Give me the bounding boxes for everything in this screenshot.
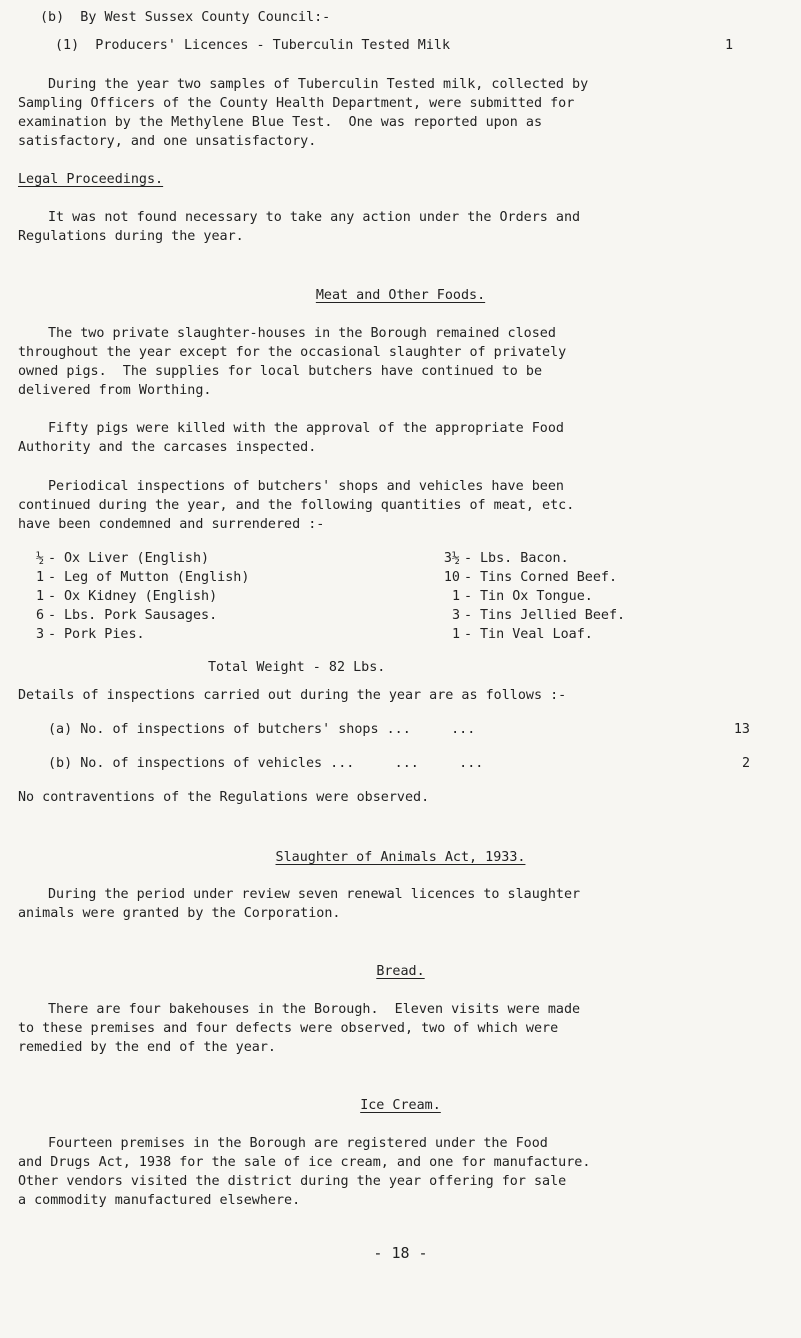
- condemned-item: Tin Ox Tongue.: [480, 589, 593, 604]
- para-slaughterhouses-line: owned pigs. The supplies for local butchers have continued to be: [18, 364, 543, 379]
- document-page: (b) By West Sussex County Council:- (1) Producers' Licences - Tuberculin Tested Milk 1 During the year two samples of Tuberculin Tested milk, collected by Sampling Officers of the County Health Department, were submitted for examination by the Methylene Blue Test. One was reported upon as satisfactory, and one unsatisfactory. Legal Proceedings. It was not found necessary to take any action under the Orders and Regulations during the year. Meat and Other Foods. The two private slaughter-houses in the Borough remained closed throughout the year except for the occasional slaughter of privately owned pigs. The supplies for local butchers have continued to be delivered from Worthing. Fifty pigs were killed with the approval of the appropriate Food Authority and the carcases inspected. Periodical inspections of butchers' shops and vehicles have been continued during the year, and the following quantities of meat, etc. have been condemned and surrendered :- ½ - Ox Liver (English) 1 - Leg of Mutton (English) 1 - Ox Kidney (English) 6 - Lbs. Pork Sausages. 3 - Pork Pies. 3½ - Lbs. Bacon. 10 - Tins Corned Beef. 1 - Tin Ox Tongue. 3 - Tins Jellied Beef. 1 - Tin Veal Loaf. Total Weight - 82 Lbs. Details of inspections carried out during the year are as follows :- (a) No. of inspections of butchers' shops ... ... 13 (b) No. of inspections of vehicles ... ... ... 2 No contraventions of the Regulations were observed. Slaughter of Animals Act, 1933. During the period under review seven renewal licences to slaughter animals were granted by the Corporation. Bread. There are four bakehouses in the Borough. Eleven visits were made to these premises and four defects were observed, two of which were remedied by the end of the year. Ice Cream. Fourteen premises in the Borough are registered under the Food and Drugs Act, 1938 for the sale of ice cream, and one for manufacture. Other vendors visited the district during the year offering for sale a commodity manufactured elsewhere. - 18 -: [0, 0, 801, 1338]
- condemned-item: Lbs. Bacon.: [480, 551, 569, 566]
- para-slaughterhouses-line: delivered from Worthing.: [18, 383, 212, 398]
- no-contraventions: No contraventions of the Regulations were observed.: [18, 790, 430, 805]
- condemned-item: Tins Jellied Beef.: [480, 608, 626, 623]
- inspection-count-value: 2: [741, 756, 750, 771]
- para-slaughter-line: animals were granted by the Corporation.: [18, 906, 341, 921]
- producers-licences-count: 1: [725, 38, 734, 53]
- para-slaughterhouses-line: throughout the year except for the occasional slaughter of privately: [18, 345, 567, 360]
- details-intro: Details of inspections carried out during the year are as follows :-: [18, 688, 567, 703]
- para-legal-line: Regulations during the year.: [18, 229, 244, 244]
- para-tuberculin-line: During the year two samples of Tuberculin Tested milk, collected by: [48, 77, 589, 92]
- condemned-qty: 1: [35, 589, 44, 604]
- condemned-qty: 6: [35, 608, 44, 623]
- para-legal-line: It was not found necessary to take any action under the Orders and: [48, 210, 581, 225]
- condemned-item: Tins Corned Beef.: [480, 570, 618, 585]
- para-inspections-line: have been condemned and surrendered :-: [18, 517, 325, 532]
- condemned-qty: 10: [443, 570, 460, 585]
- condemned-qty: 1: [451, 589, 460, 604]
- meat-other-foods-heading: Meat and Other Foods.: [315, 288, 486, 303]
- inspection-count-label: (b) No. of inspections of vehicles ... ... ...: [48, 756, 484, 771]
- inspection-count-label: (a) No. of inspections of butchers' shops ... ...: [48, 722, 476, 737]
- condemned-item: Pork Pies.: [64, 627, 145, 642]
- section-heading-b: (b) By West Sussex County Council:-: [40, 10, 331, 25]
- para-inspections-line: continued during the year, and the following quantities of meat, etc.: [18, 498, 575, 513]
- inspection-count-value: 13: [733, 722, 750, 737]
- para-ice-cream-line: Other vendors visited the district during the year offering for sale: [18, 1174, 567, 1189]
- condemned-item: Leg of Mutton (English): [64, 570, 250, 585]
- para-slaughter-line: During the period under review seven renewal licences to slaughter: [48, 887, 581, 902]
- condemned-item: Tin Veal Loaf.: [480, 627, 593, 642]
- para-pigs-line: Fifty pigs were killed with the approval of the appropriate Food: [48, 421, 564, 436]
- para-tuberculin-line: examination by the Methylene Blue Test. One was reported upon as: [18, 115, 543, 130]
- para-ice-cream-line: and Drugs Act, 1938 for the sale of ice cream, and one for manufacture.: [18, 1155, 591, 1170]
- para-tuberculin-line: Sampling Officers of the County Health Department, were submitted for: [18, 96, 575, 111]
- para-ice-cream-line: a commodity manufactured elsewhere.: [18, 1193, 301, 1208]
- condemned-qty: 3: [451, 608, 460, 623]
- slaughter-animals-act-heading: Slaughter of Animals Act, 1933.: [275, 850, 526, 865]
- condemned-item: Ox Liver (English): [64, 551, 210, 566]
- total-weight: Total Weight - 82 Lbs.: [208, 660, 386, 675]
- legal-proceedings-heading: Legal Proceedings.: [18, 172, 164, 187]
- bread-heading: Bread.: [376, 964, 425, 979]
- para-ice-cream-line: Fourteen premises in the Borough are registered under the Food: [48, 1136, 548, 1151]
- para-tuberculin-line: satisfactory, and one unsatisfactory.: [18, 134, 317, 149]
- condemned-qty: 3: [35, 627, 44, 642]
- condemned-item: Ox Kidney (English): [64, 589, 218, 604]
- condemned-qty: 1: [451, 627, 460, 642]
- para-bread-line: to these premises and four defects were observed, two of which were: [18, 1021, 559, 1036]
- condemned-item: Lbs. Pork Sausages.: [64, 608, 218, 623]
- condemned-qty: 3½: [443, 551, 460, 566]
- para-bread-line: remedied by the end of the year.: [18, 1040, 276, 1055]
- subsection-heading-producers-licences: (1) Producers' Licences - Tuberculin Tested Milk: [55, 38, 451, 53]
- para-pigs-line: Authority and the carcases inspected.: [18, 440, 317, 455]
- ice-cream-heading: Ice Cream.: [360, 1098, 441, 1113]
- page-number: - 18 -: [373, 1244, 428, 1262]
- condemned-qty: ½: [35, 551, 44, 566]
- para-inspections-line: Periodical inspections of butchers' shops and vehicles have been: [48, 479, 564, 494]
- para-bread-line: There are four bakehouses in the Borough. Eleven visits were made: [48, 1002, 581, 1017]
- condemned-qty: 1: [35, 570, 44, 585]
- para-slaughterhouses-line: The two private slaughter-houses in the Borough remained closed: [48, 326, 556, 341]
